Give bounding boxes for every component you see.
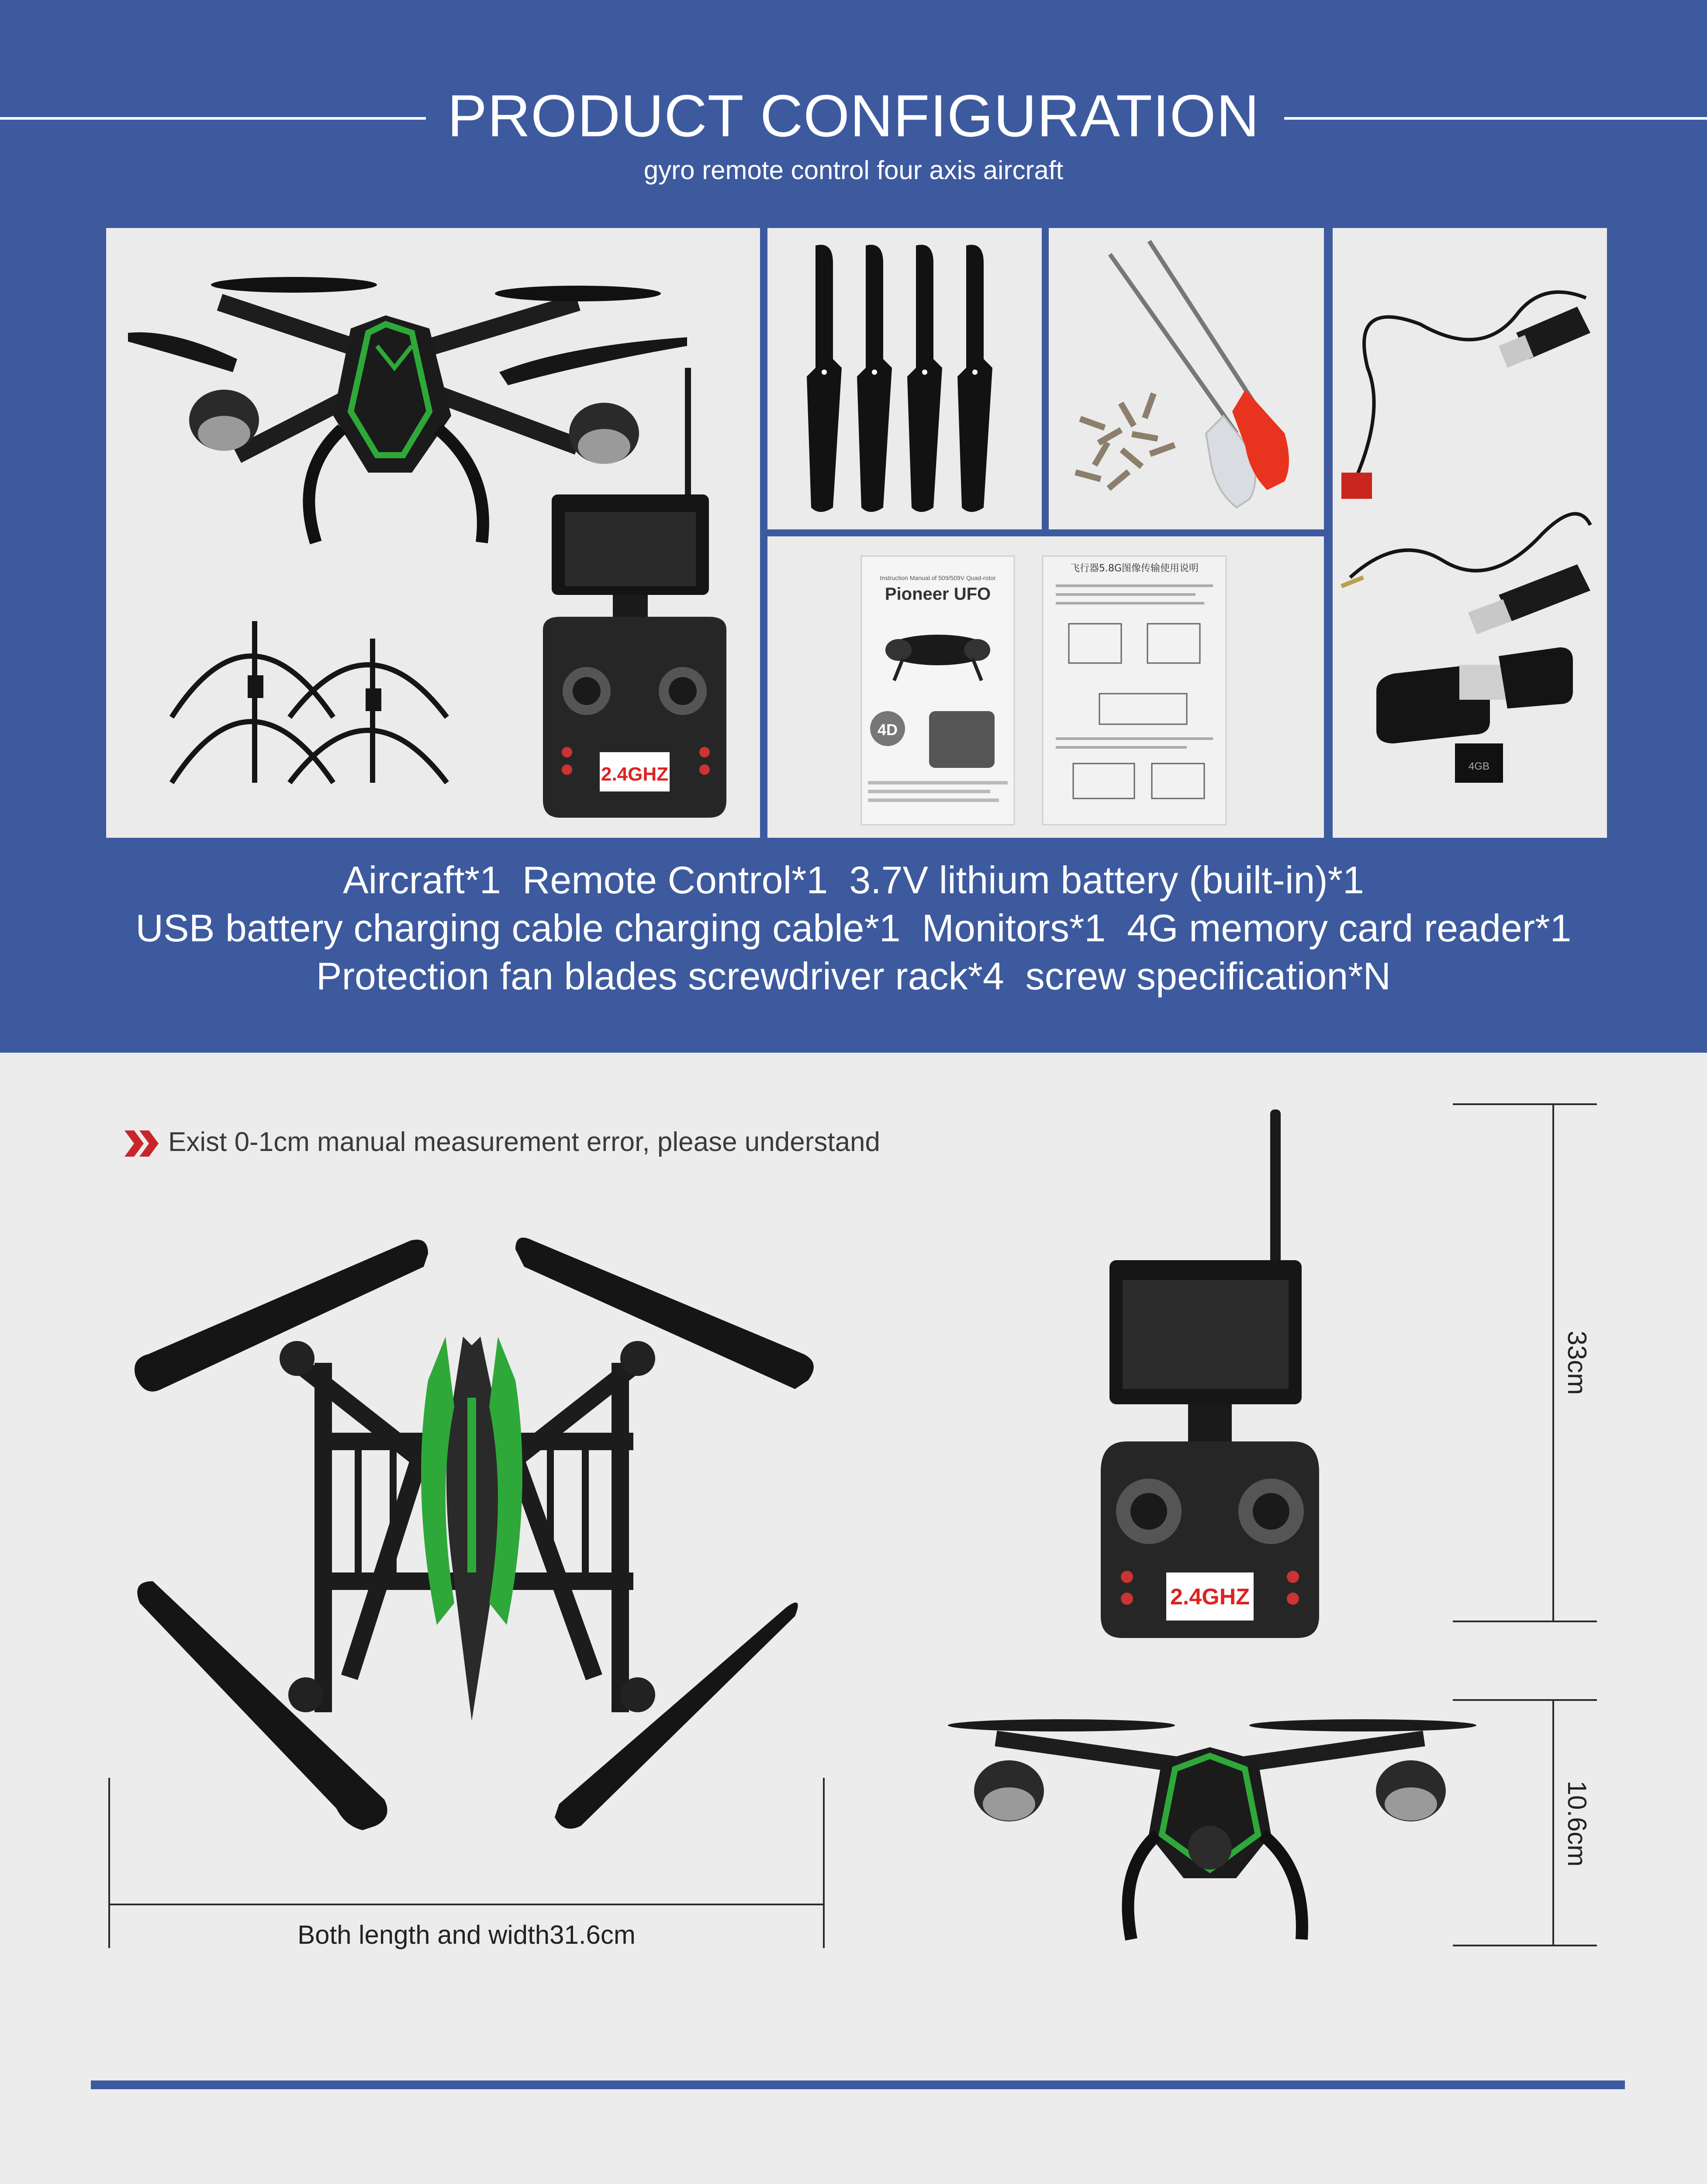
- footer-divider: [91, 2080, 1625, 2089]
- drone-height-dim-tick-top: [1453, 1699, 1597, 1701]
- drone-height-label: 10.6cm: [1562, 1780, 1592, 1867]
- manual-badge-label: 4D: [877, 721, 898, 739]
- double-chevron-icon: [124, 1130, 159, 1157]
- memory-card-label: 4GB: [1468, 760, 1490, 772]
- width-dim-line: [108, 1904, 825, 1905]
- height-dim-line: [1552, 1103, 1554, 1622]
- height-dim-tick-top: [1453, 1103, 1597, 1105]
- propeller-blades-image: [767, 228, 1042, 529]
- drone-side-view-image: [913, 1704, 1507, 1948]
- remote-badge-label: 2.4GHZ: [601, 764, 669, 785]
- page-subtitle: gyro remote control four axis aircraft: [643, 156, 1064, 185]
- instruction-manuals-image: [767, 536, 1324, 838]
- manual-sheet-title: 飞行器5.8G图像传输使用说明: [1070, 563, 1199, 574]
- panel-aircraft-kit: [106, 228, 760, 838]
- width-dimension-label: Both length and width31.6cm: [297, 1920, 636, 1949]
- configuration-section: [0, 0, 1707, 1053]
- panel-screwdrivers: [1049, 228, 1324, 529]
- remote-height-label: 33cm: [1562, 1330, 1592, 1395]
- drone-height-dim-tick-bottom: [1453, 1945, 1597, 1946]
- panel-cables: [1333, 228, 1607, 838]
- contents-line: USB battery charging cable charging cable*1 Monitors*1 4G memory card reader*1: [135, 906, 1572, 950]
- remote-front-badge: 2.4GHZ: [1170, 1584, 1250, 1610]
- usb-cables-and-card-reader-image: [1333, 228, 1607, 838]
- height-dim-tick-bottom: [1453, 1621, 1597, 1622]
- page-title: PRODUCT CONFIGURATION: [447, 83, 1260, 149]
- package-contents: [0, 856, 1707, 1000]
- panel-manuals: [767, 536, 1324, 838]
- drone-height-dim-line: [1552, 1699, 1554, 1946]
- remote-front-view-image: [1092, 1105, 1328, 1642]
- contents-line: Protection fan blades screwdriver rack*4 screw specification*N: [316, 954, 1391, 998]
- panel-propellers: [767, 228, 1042, 529]
- manual-subtitle: Instruction Manual of 509/509V Quad-rotor: [880, 574, 996, 581]
- contents-line: Aircraft*1 Remote Control*1 3.7V lithium battery (built-in)*1: [343, 858, 1364, 902]
- propeller-guards-image: [172, 621, 447, 783]
- manual-title: Pioneer UFO: [885, 584, 991, 604]
- screwdrivers-and-screws-image: [1049, 228, 1324, 529]
- measurement-note-text: Exist 0-1cm manual measurement error, please understand: [168, 1127, 881, 1157]
- drone-top-view-image: [122, 1232, 830, 1861]
